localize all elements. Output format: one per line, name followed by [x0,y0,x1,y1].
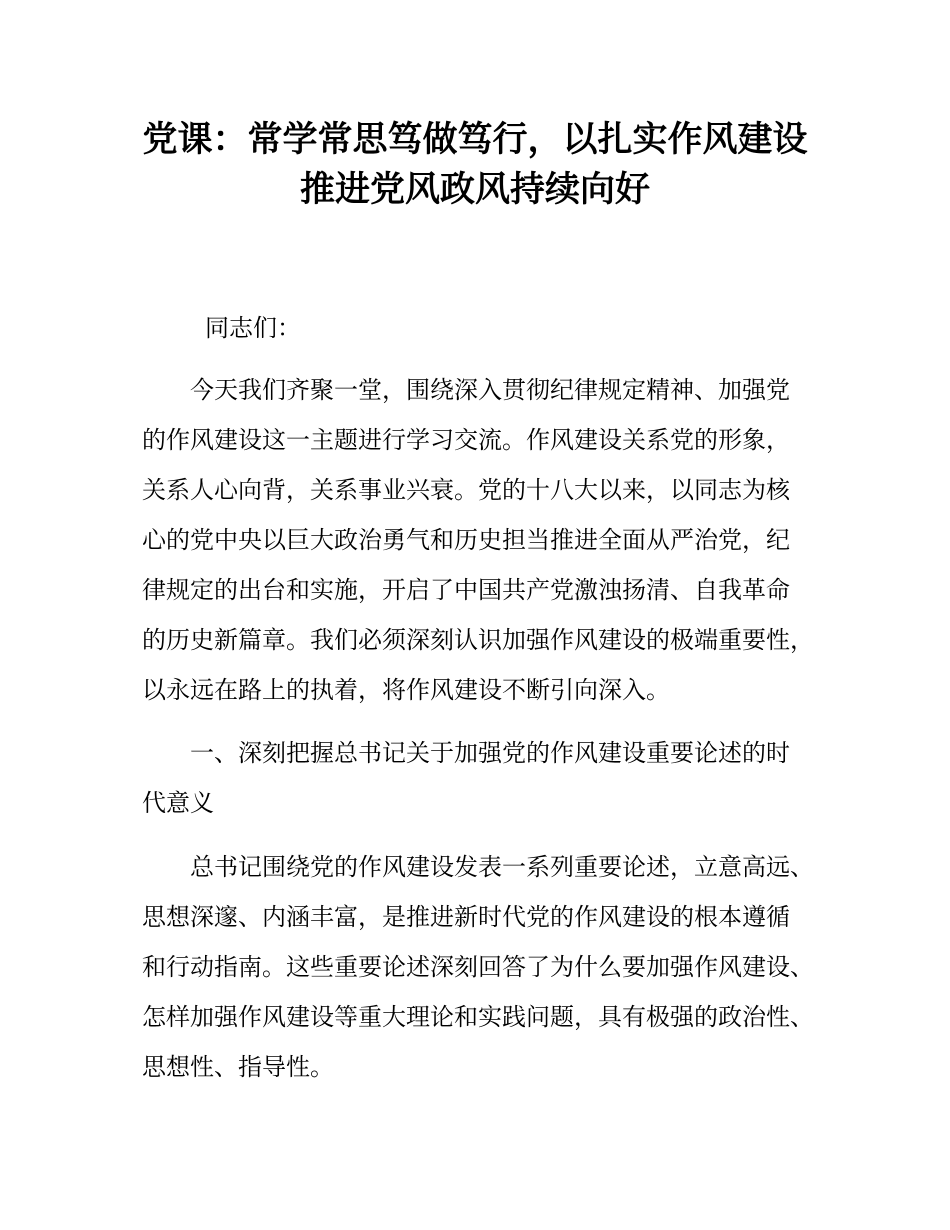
paragraph-2-line: 怎样加强作风建设等重大理论和实践问题，具有极强的政治性、 [142,1003,814,1031]
paragraph-2-line: 和行动指南。这些重要论述深刻回答了为什么要加强作风建设、 [142,953,814,981]
paragraph-1-line: 心的党中央以巨大政治勇气和历史担当推进全面从严治党，纪 [142,526,790,554]
paragraph-2-line: 思想性、指导性。 [142,1053,334,1081]
paragraph-2-line: 总书记围绕党的作风建设发表一系列重要论述，立意高远、 [190,853,814,881]
document-title-line-2: 推进党风政风持续向好 [299,170,650,210]
paragraph-1-line: 的作风建设这一主题进行学习交流。作风建设关系党的形象， [142,426,790,454]
document-title-line-1: 党课：常学常思笃做笃行，以扎实作风建设 [142,120,808,160]
section-1-heading-line: 代意义 [142,789,214,817]
paragraph-1-line: 的历史新篇章。我们必须深刻认识加强作风建设的极端重要性， [142,626,814,654]
paragraph-1-line: 今天我们齐聚一堂，围绕深入贯彻纪律规定精神、加强党 [190,376,790,404]
section-1-heading-line: 一、深刻把握总书记关于加强党的作风建设重要论述的时 [190,739,790,767]
paragraph-1-line: 律规定的出台和实施，开启了中国共产党激浊扬清、自我革命 [142,576,790,604]
paragraph-2-line: 思想深邃、内涵丰富，是推进新时代党的作风建设的根本遵循 [142,903,790,931]
salutation: 同志们： [205,314,301,342]
paragraph-1-line: 以永远在路上的执着，将作风建设不断引向深入。 [142,676,670,704]
paragraph-1-line: 关系人心向背，关系事业兴衰。党的十八大以来，以同志为核 [142,476,790,504]
